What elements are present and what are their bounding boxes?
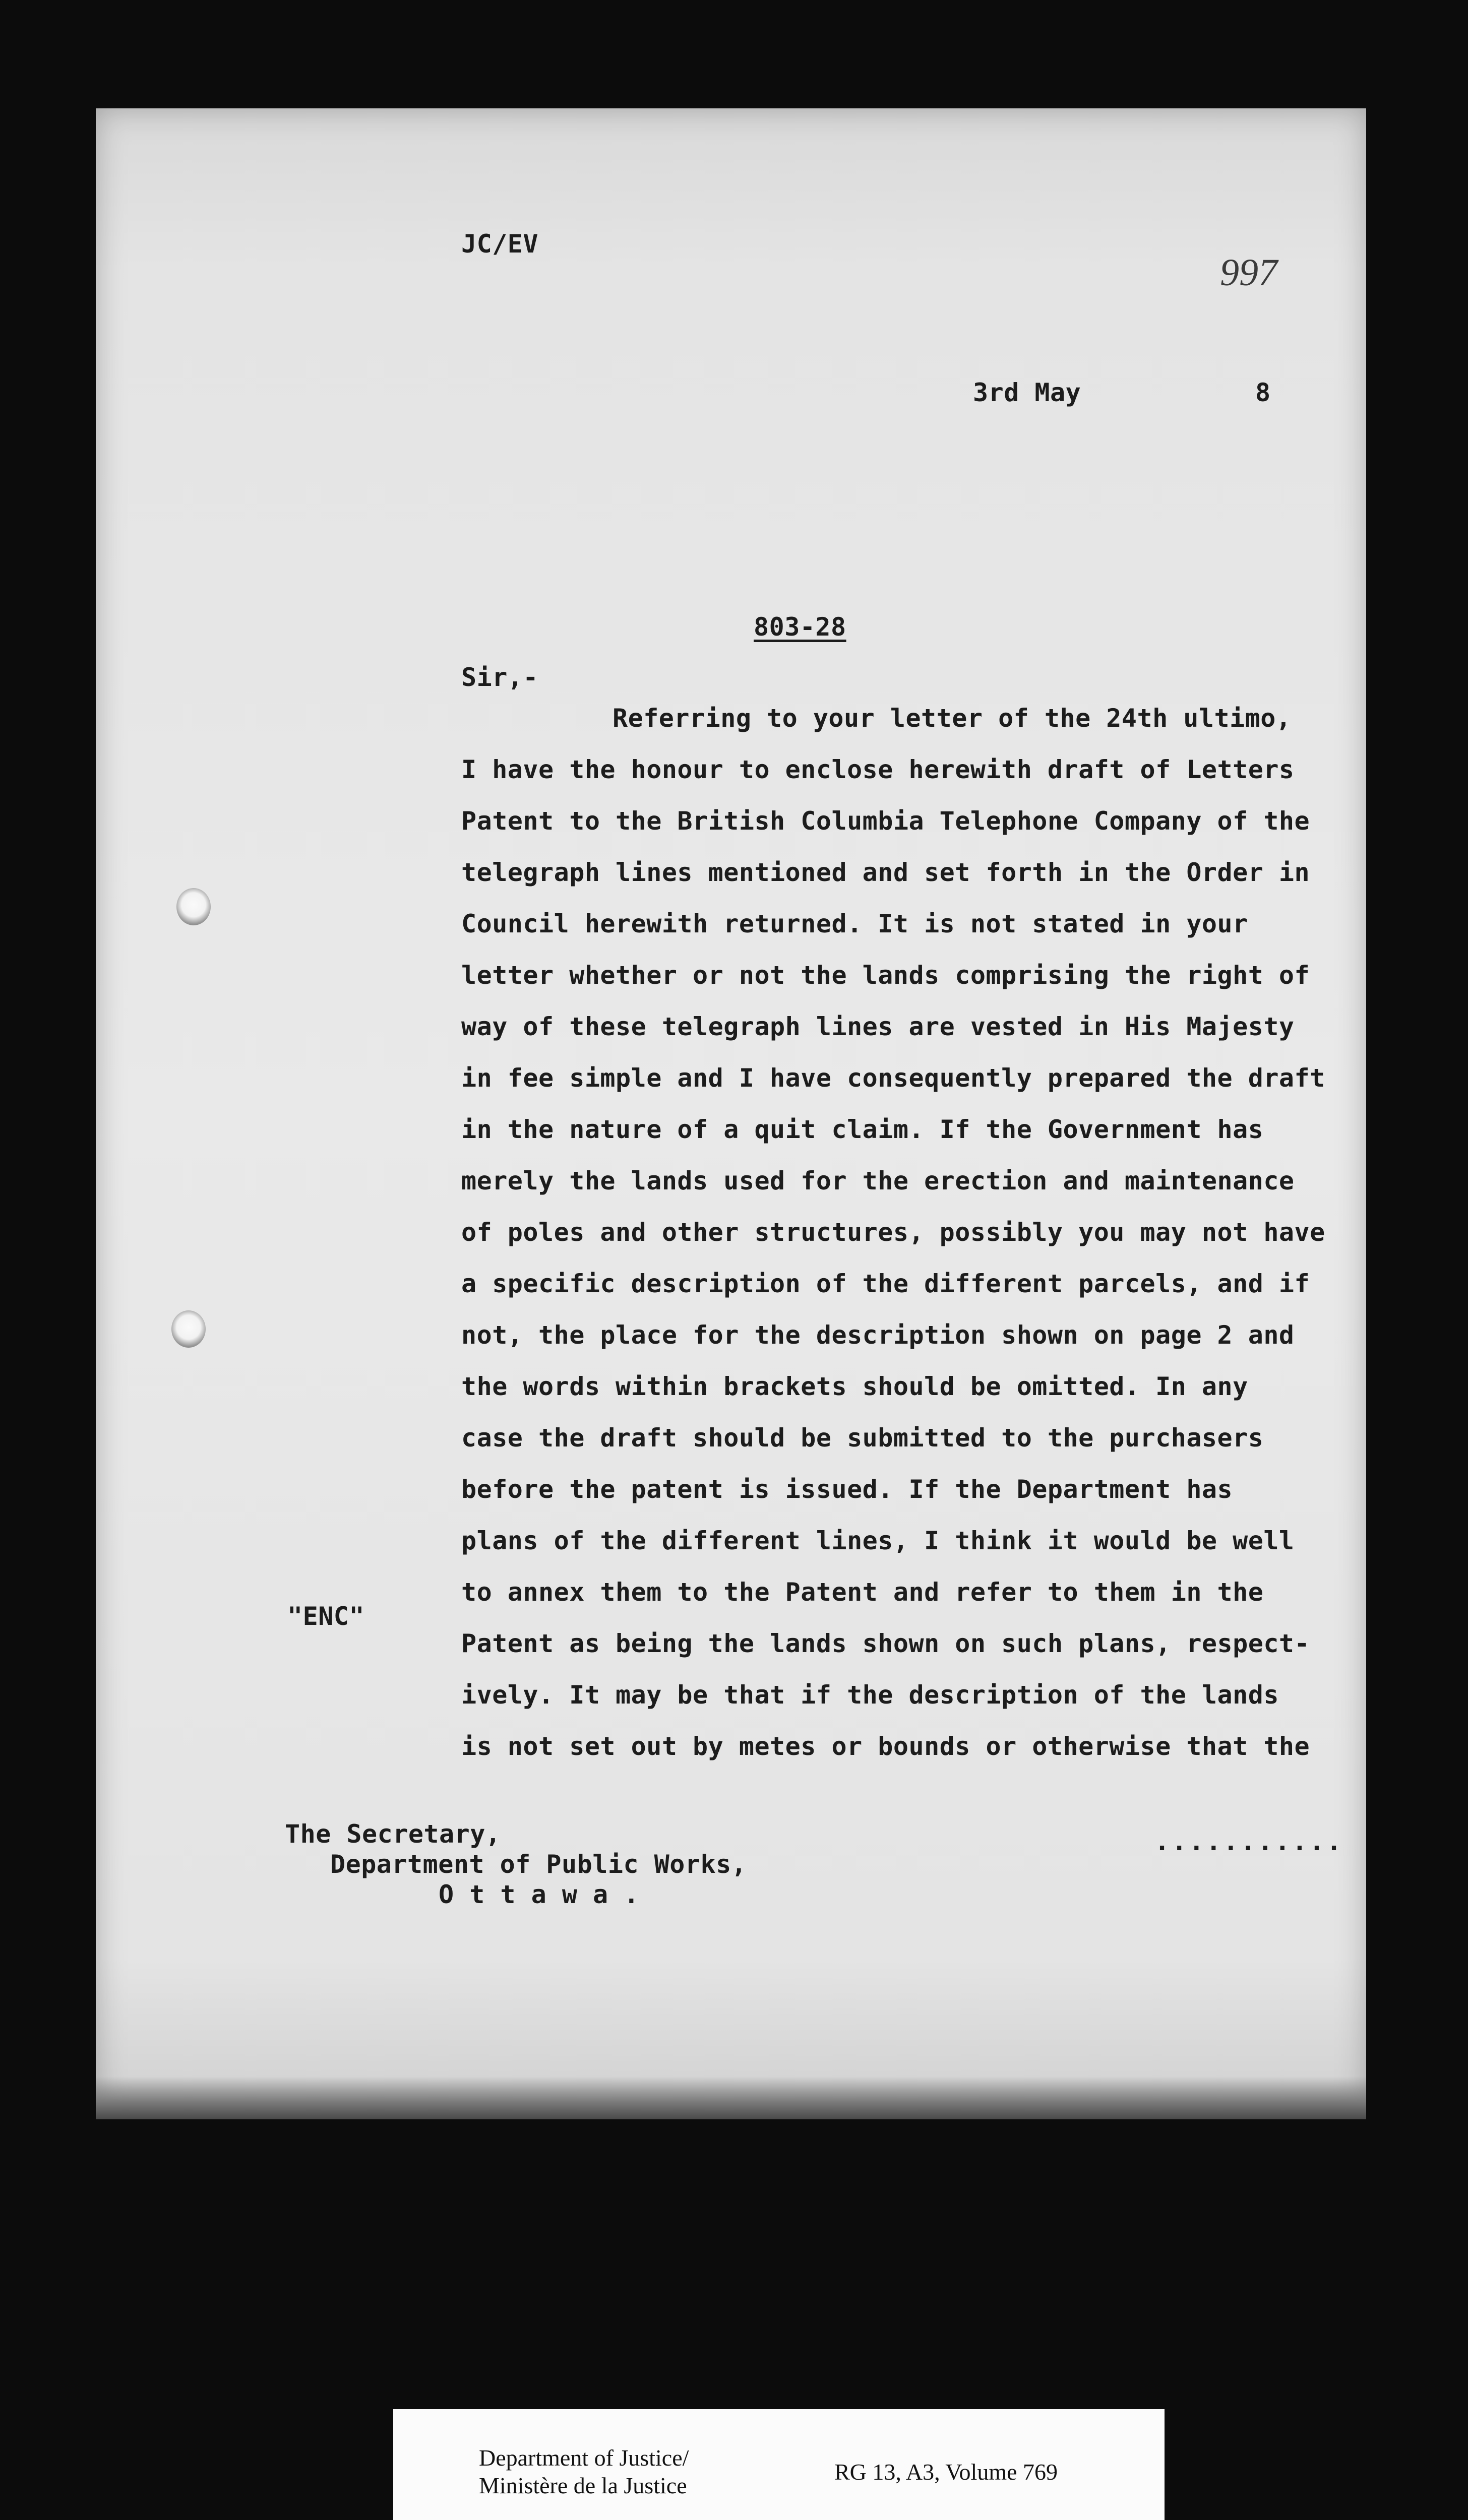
letter-page: [96, 108, 1366, 2119]
body-line: the words within brackets should be omitted. In any: [461, 1372, 1248, 1401]
department-name-english: Department of Justice/: [479, 2445, 689, 2471]
record-group-reference: RG 13, A3, Volume 769: [834, 2459, 1058, 2485]
addressee-title: The Secretary,: [285, 1819, 501, 1849]
letter-date: 3rd May: [973, 378, 1081, 407]
body-line: in fee simple and I have consequently prepared the draft: [461, 1063, 1325, 1093]
body-line: a specific description of the different parcels, and if: [461, 1269, 1310, 1298]
addressee-city: O t t a w a .: [439, 1880, 639, 1909]
letter-date-year: 8: [1255, 378, 1271, 407]
reference-initials: JC/EV: [461, 229, 539, 259]
file-number: 803-28: [754, 612, 846, 642]
body-line: before the patent is issued. If the Department has: [461, 1475, 1233, 1504]
body-line: to annex them to the Patent and refer to them in the: [461, 1578, 1264, 1607]
salutation: Sir,-: [461, 663, 539, 692]
body-line: way of these telegraph lines are vested in His Majesty: [461, 1012, 1295, 1041]
archive-reference-label: [393, 2409, 1165, 2520]
punch-hole-upper: [176, 888, 211, 925]
body-line: plans of the different lines, I think it would be well: [461, 1526, 1295, 1555]
body-line: is not set out by metes or bounds or otherwise that the: [461, 1732, 1310, 1761]
page-number: 997: [1220, 251, 1277, 294]
body-line: Council herewith returned. It is not stated in your: [461, 909, 1248, 938]
body-line: telegraph lines mentioned and set forth in the Order in: [461, 858, 1310, 887]
punch-hole-lower: [171, 1310, 206, 1348]
body-line: of poles and other structures, possibly you may not have: [461, 1218, 1325, 1247]
continuation-dots: ...........: [1154, 1827, 1344, 1856]
body-line: Patent to the British Columbia Telephone Company of the: [461, 806, 1310, 836]
body-line: I have the honour to enclose herewith draft of Letters: [461, 755, 1295, 784]
body-line: case the draft should be submitted to the purchasers: [461, 1423, 1264, 1453]
body-line: Patent as being the lands shown on such plans, respect-: [461, 1629, 1310, 1658]
body-line: Referring to your letter of the 24th ultimo,: [613, 704, 1292, 733]
department-name-french: Ministère de la Justice: [479, 2473, 687, 2498]
body-line: merely the lands used for the erection and maintenance: [461, 1166, 1295, 1195]
body-line: not, the place for the description shown on page 2 and: [461, 1320, 1295, 1350]
body-line: ively. It may be that if the description of the lands: [461, 1680, 1279, 1710]
enclosure-note: "ENC": [287, 1602, 365, 1631]
body-line: in the nature of a quit claim. If the Government has: [461, 1115, 1264, 1144]
body-line: letter whether or not the lands comprising the right of: [461, 961, 1310, 990]
addressee-department: Department of Public Works,: [330, 1850, 747, 1879]
page-edge-shadow: [96, 2076, 1366, 2119]
